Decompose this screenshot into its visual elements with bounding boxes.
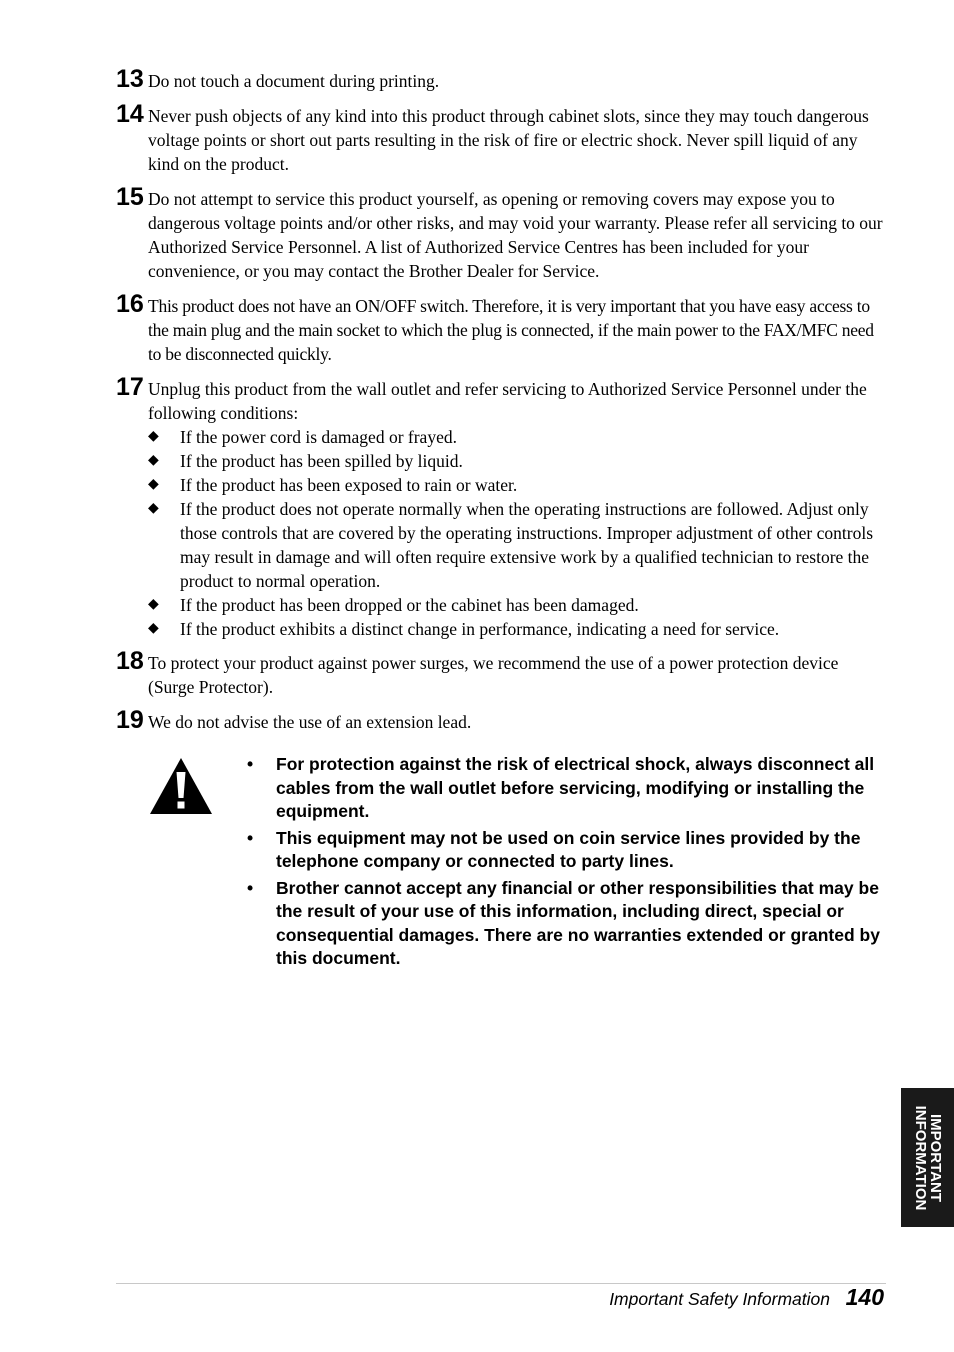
- item-text: Never push objects of any kind into this product through cabinet slots, since they may touch dangerous voltage points or short out parts resulting in the risk of fire or electric shock. Never spill liquid of any kind on the product.: [148, 106, 869, 174]
- list-item: [148, 473, 886, 497]
- item-number: 15: [116, 183, 144, 211]
- side-tab-line-2: INFORMATION: [911, 1105, 929, 1210]
- footer-title: Important Safety Information: [609, 1289, 830, 1309]
- item-number: 13: [116, 65, 144, 93]
- list-item: [148, 593, 886, 617]
- item-text: We do not advise the use of an extension lead.: [148, 712, 472, 732]
- warning-item: [247, 827, 887, 874]
- item-text: Do not touch a document during printing.: [148, 71, 440, 91]
- list-item-text: If the product exhibits a distinct change in performance, indicating a need for service.: [180, 619, 780, 639]
- diamond-bullet-icon: ◆: [148, 621, 159, 636]
- list-item: [148, 449, 886, 473]
- item-number: 19: [116, 706, 144, 734]
- item-15: [116, 183, 886, 283]
- conditions-list: [148, 425, 886, 641]
- warning-item: [247, 753, 887, 824]
- side-tab-label: [913, 1105, 943, 1210]
- list-item-text: If the product has been dropped or the cabinet has been damaged.: [180, 595, 639, 615]
- item-text: Unplug this product from the wall outlet and refer servicing to Authorized Service Personnel under the following conditions:: [148, 379, 867, 423]
- list-item-text: If the product has been spilled by liquid.: [180, 451, 463, 471]
- warning-text: This equipment may not be used on coin service lines provided by the telephone company or connected to party lines.: [276, 827, 861, 871]
- list-item-text: If the power cord is damaged or frayed.: [180, 427, 457, 447]
- item-16: [116, 290, 886, 366]
- bullet-dot-icon: •: [247, 754, 254, 774]
- list-item: [148, 425, 886, 449]
- list-item-text: If the product does not operate normally when the operating instructions are followed. Adjust only those controls that are covered by the operating instructions. Improper adjustment of other controls may result in damage and will often require extensive work by a qualified technician to restore the product to normal operation.: [180, 499, 874, 591]
- diamond-bullet-icon: ◆: [148, 453, 159, 468]
- item-19: [116, 706, 886, 734]
- diamond-bullet-icon: ◆: [148, 477, 159, 492]
- side-tab-line-1: IMPORTANT: [926, 1113, 944, 1202]
- list-item: [148, 617, 886, 641]
- item-number: 17: [116, 373, 144, 401]
- diamond-bullet-icon: ◆: [148, 597, 159, 612]
- item-18: [116, 647, 886, 699]
- item-14: [116, 100, 886, 176]
- item-number: 18: [116, 647, 144, 675]
- warning-item: [247, 877, 887, 971]
- item-number: 16: [116, 290, 144, 318]
- diamond-bullet-icon: ◆: [148, 501, 159, 516]
- list-item: [148, 497, 886, 593]
- item-number: 14: [116, 100, 144, 128]
- page-number: 140: [845, 1284, 884, 1310]
- footer-divider: [116, 1283, 886, 1284]
- bullet-dot-icon: •: [247, 877, 254, 898]
- bullet-dot-icon: •: [247, 827, 254, 848]
- item-13: [116, 65, 886, 93]
- item-text: Do not attempt to service this product yourself, as opening or removing covers may expose you to dangerous voltage points and/or other risks, and may void your warranty. Please refer all servicing to our Authorized Service Personnel. A list of Authorized Service Centres has been included for your convenience, or you may contact the Brother Dealer for Service.: [148, 189, 883, 281]
- warning-text: For protection against the risk of electrical shock, always disconnect all cables from the wall outlet before servicing, modifying or installing the equipment.: [276, 754, 875, 821]
- warning-triangle-icon: [150, 758, 212, 814]
- warning-text: Brother cannot accept any financial or other responsibilities that may be the result of your use of this information, including direct, special or consequential damages. There are no warranties extended or granted by this document.: [276, 877, 880, 968]
- item-text: This product does not have an ON/OFF switch. Therefore, it is very important that you have easy access to the main plug and the main socket to which the plug is connected, if the main power to the FAX/MFC need to be disconnected quickly.: [148, 296, 874, 364]
- diamond-bullet-icon: ◆: [148, 429, 159, 444]
- warning-notes: [247, 753, 887, 974]
- item-17: [116, 373, 886, 641]
- item-text: To protect your product against power surges, we recommend the use of a power protection device (Surge Protector).: [148, 653, 839, 697]
- list-item-text: If the product has been exposed to rain or water.: [180, 475, 518, 495]
- section-side-tab: [901, 1088, 954, 1227]
